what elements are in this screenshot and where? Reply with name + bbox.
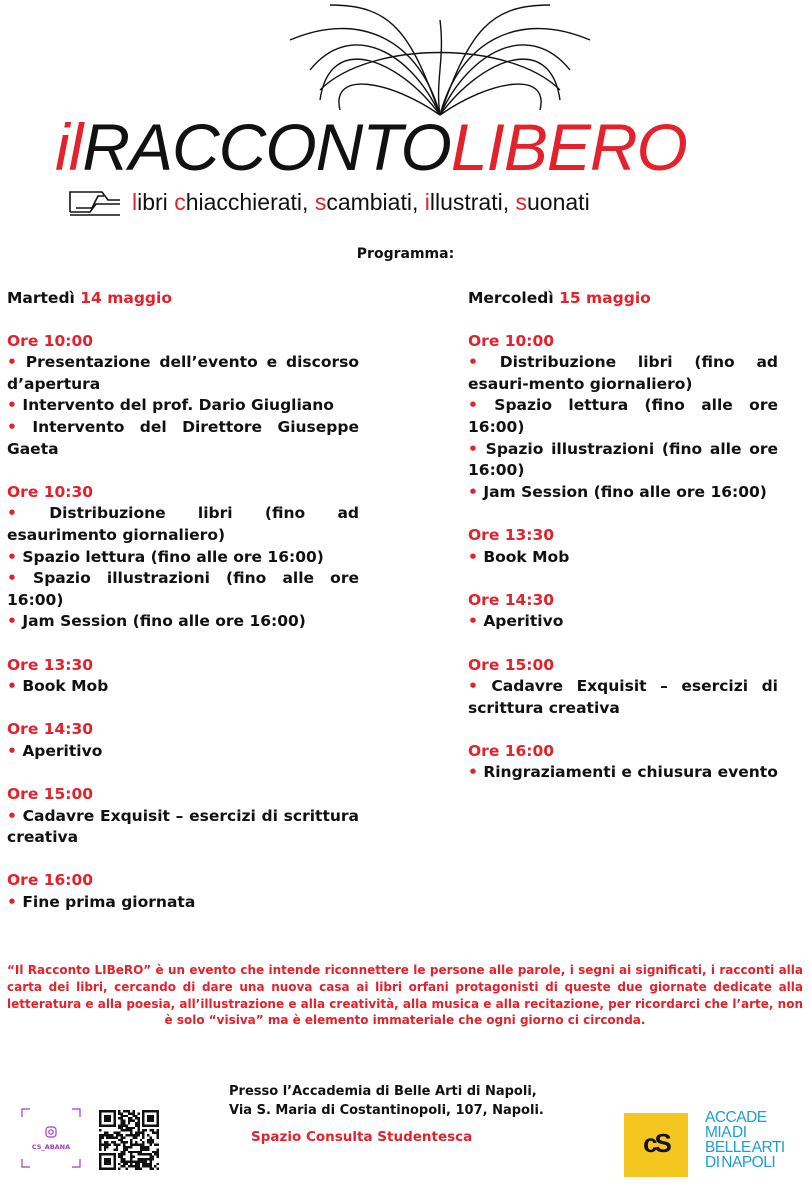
academy-logo-line: MIA DI — [705, 1124, 747, 1141]
program-item-text: Spazio lettura (fino alle ore 16:00) — [22, 547, 324, 566]
slot-time: Ore 16:00 — [468, 741, 555, 760]
time-slot — [468, 525, 778, 568]
slot-time: Ore 10:00 — [468, 331, 555, 350]
program-item-text: Jam Session (fino alle ore 16:00) — [22, 612, 306, 631]
open-book-illustration — [270, 0, 610, 120]
instagram-frame — [20, 1107, 82, 1169]
bullet-icon: • — [7, 741, 23, 760]
tagline-segment: i — [424, 189, 430, 215]
time-slot — [7, 784, 359, 849]
slot-time: Ore 13:30 — [468, 525, 555, 544]
title-part-racconto: RACCONTO — [82, 110, 451, 184]
day-column-wednesday — [468, 288, 778, 806]
programma-title: Programma: — [356, 246, 455, 262]
program-item-text: Cadavre Exquisit – esercizi di scrittura creativa — [468, 677, 778, 717]
bullet-icon: • — [468, 396, 495, 415]
program-item — [7, 741, 359, 763]
slot-time: Ore 10:30 — [7, 482, 94, 501]
time-slot — [468, 331, 778, 504]
bullet-icon: • — [7, 612, 23, 631]
program-item — [468, 762, 778, 784]
tagline-segment: c — [174, 189, 186, 215]
tagline-segment: hiacchierati, — [185, 189, 315, 215]
slot-time: Ore 10:00 — [7, 331, 94, 350]
qr-code[interactable] — [99, 1110, 159, 1170]
bullet-icon: • — [7, 677, 23, 696]
program-item — [7, 395, 359, 417]
program-item-text: Intervento del Direttore Giuseppe Gaeta — [7, 417, 359, 458]
program-item-text: Distribuzione libri (fino ad esauri-mento giornaliero) — [468, 353, 778, 393]
program-item-text: Book Mob — [22, 677, 109, 696]
bullet-icon: • — [468, 547, 484, 566]
program-item-text: Cadavre Exquisit – esercizi di scrittura creativa — [7, 806, 359, 847]
academy-logo-line: BELLE ARTI — [705, 1139, 785, 1156]
day-column-tuesday — [7, 288, 359, 935]
academy-logo-line: DI NAPOLI — [705, 1154, 776, 1171]
program-item-text: Jam Session (fino alle ore 16:00) — [483, 482, 767, 501]
day-header — [468, 288, 778, 310]
program-item — [7, 503, 359, 546]
program-item-text: Aperitivo — [22, 741, 103, 760]
program-item-text: Book Mob — [483, 547, 570, 566]
program-item — [7, 892, 359, 914]
time-slot — [7, 655, 359, 698]
tagline — [132, 188, 590, 216]
title-part-libero: LIBERO — [450, 110, 687, 184]
time-slot — [468, 655, 778, 720]
tagline-segment: s — [515, 189, 528, 215]
consulta-label: Spazio Consulta Studentesca — [251, 1129, 473, 1145]
tagline-segment: s — [314, 189, 327, 215]
program-item — [7, 417, 359, 460]
slot-time: Ore 16:00 — [7, 871, 94, 890]
event-description: “Il Racconto LIBeRO” è un evento che intende riconnettere le persone alle parole, i segni ai significati, i racconti alla carta dei libri, cercando di dare una nuova casa ai libri orfani protagonisti di queste due giornate dedicate alla letteratura e alla poesia, all’illustrazione e alla creatività, alla musica e alla recitazione, per ricordarci che l’arte, non è solo “visiva” ma è elemento immateriale che ogni giorno ci circonda. — [7, 963, 803, 1028]
program-item — [468, 482, 778, 504]
tagline-segment: ibri — [137, 189, 175, 215]
bullet-icon: • — [468, 612, 484, 631]
program-item-text: Spazio illustrazioni (fino alle ore 16:00) — [7, 569, 359, 609]
slot-time: Ore 14:30 — [468, 590, 555, 609]
day-name: Martedì — [7, 289, 75, 307]
program-item — [7, 547, 359, 569]
program-item — [7, 676, 359, 698]
program-item — [7, 352, 359, 395]
time-slot — [7, 870, 359, 913]
book-outline-icon — [68, 186, 122, 216]
bullet-icon: • — [7, 396, 23, 415]
bullet-icon: • — [468, 353, 500, 372]
slot-time: Ore 15:00 — [468, 655, 555, 674]
program-item-text: Fine prima giornata — [22, 893, 196, 912]
bullet-icon: • — [468, 677, 492, 696]
tagline-segment: l — [132, 189, 138, 215]
program-item-text: Presentazione dell’evento e discorso d’apertura — [7, 353, 359, 393]
program-item-text: Distribuzione libri (fino ad esaurimento giornaliero) — [7, 504, 359, 544]
academy-logo — [705, 1110, 795, 1180]
instagram-icon — [46, 1127, 56, 1137]
bullet-icon: • — [7, 806, 23, 825]
program-item — [468, 439, 778, 482]
tagline-segment: llustrati, — [429, 189, 516, 215]
venue-line-1: Presso l’Accademia di Belle Arti di Napoli, — [229, 1084, 537, 1099]
cs-logo-text: cS — [643, 1128, 669, 1158]
time-slot — [7, 482, 359, 633]
venue-address — [229, 1082, 544, 1120]
program-item — [468, 547, 778, 569]
academy-logo-text — [705, 1110, 795, 1170]
bullet-icon: • — [7, 417, 33, 436]
tagline-segment: uonati — [527, 189, 590, 215]
tagline-segment: cambiati, — [326, 189, 425, 215]
program-item — [468, 611, 778, 633]
bullet-icon: • — [468, 439, 486, 458]
program-item — [468, 395, 778, 438]
instagram-handle: CS_ABANA — [31, 1143, 71, 1151]
day-header — [7, 288, 359, 310]
academy-logo-line: ACCADE — [705, 1109, 767, 1126]
program-item-text: Intervento del prof. Dario Giugliano — [22, 396, 334, 415]
bullet-icon: • — [7, 353, 26, 372]
time-slot — [7, 719, 359, 762]
program-item — [7, 611, 359, 633]
slot-time: Ore 15:00 — [7, 785, 94, 804]
slot-time: Ore 13:30 — [7, 655, 94, 674]
bullet-icon: • — [468, 763, 484, 782]
program-item — [468, 676, 778, 719]
event-logo-title — [55, 112, 687, 182]
bullet-icon: • — [7, 504, 50, 523]
program-item-text: Spazio illustrazioni (fino alle ore 16:00) — [468, 439, 778, 480]
day-date: 15 maggio — [559, 289, 651, 307]
program-item — [7, 568, 359, 611]
bullet-icon: • — [468, 482, 484, 501]
bullet-icon: • — [7, 569, 34, 588]
time-slot — [468, 590, 778, 633]
time-slot — [468, 741, 778, 784]
program-item-text: Spazio lettura (fino alle ore 16:00) — [468, 396, 778, 436]
program-item — [7, 806, 359, 849]
program-item-text: Ringraziamenti e chiusura evento — [483, 763, 778, 782]
day-name: Mercoledì — [468, 289, 554, 307]
slot-time: Ore 14:30 — [7, 720, 94, 739]
venue-line-2: Via S. Maria di Costantinopoli, 107, Napoli. — [229, 1103, 544, 1118]
title-part-il: il — [55, 110, 83, 184]
day-date: 14 maggio — [80, 289, 172, 307]
bullet-icon: • — [7, 547, 23, 566]
time-slot — [7, 331, 359, 461]
program-item — [468, 352, 778, 395]
bullet-icon: • — [7, 893, 23, 912]
consulta-studentesca-logo — [624, 1113, 688, 1177]
program-item-text: Aperitivo — [483, 612, 564, 631]
